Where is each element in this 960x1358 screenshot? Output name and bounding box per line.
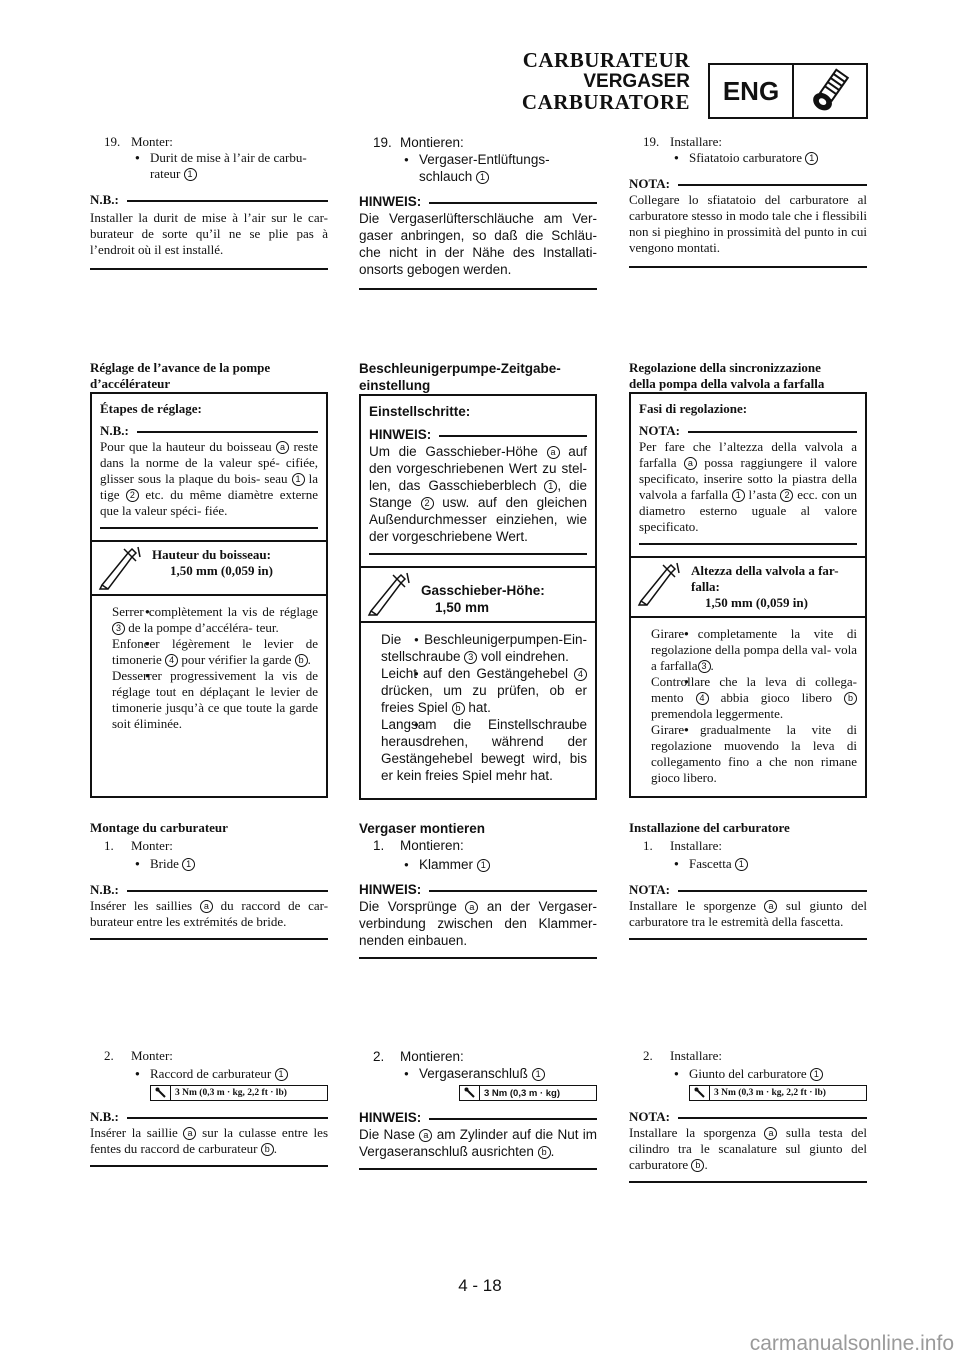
specification-tool-icon [631,558,687,616]
de-step-2: 2. Montieren: ● Vergaseranschluß 1 3 Nm (0,3 m · kg) HINWEIS: Die Nase a am Zylinder auf die Nut im Vergaseranschluß ausrichten b . [359,1048,597,1170]
it-mount-section: Installazione del carburatore 1. Installare: ● Fascetta 1 NOTA: Installare le sporgenze a sul giunto del carburatore tra le estremità della fascetta. [629,820,867,940]
specification-tool-icon [361,568,417,621]
de-step-19: 19. Montieren: ● Vergaser-Entlüftungs- schlauch 1 HINWEIS: Die Vergaserlüfterschläuche am Ver- gaser anbringen, so daß die Schläu- che nicht in der Nähe des Installati- onsorts gebogen werden. [359,134,597,290]
fr-bullet-1: ● Serrer complètement la vis de réglage 3 de la pompe d’accéléra- teur. [100,604,318,636]
wrench-tool-icon [794,65,866,117]
fr-nb-header: N.B.: [90,192,328,208]
it-procedure-box: Fasi di regolazione: NOTA: Per fare che l’altezza della valvola a farfalla a possa raggiungere il valore specificato, inserire sotto la piastra della valvola a farfalla 1 l’asta 2 ecc. con un diametro esterno uguale al valore specificato. Altezza della valvola a far- falla: 1,50 mm (0,059 in) ● Girare completamente la vite di regolazione della pompa della val- vola a farfalla 3 . ● Controllare che la leva di collega- mento 4 abbia gioco libero b premendola leggermente. ● Girare gradualmente la vite di regolazione muovendo la leva di collegamento fino a che non rimane gioco libero. [629,392,867,798]
it-spec-block: Altezza della valvola a far- falla: 1,50 mm (0,059 in) [631,556,865,618]
torque-wrench-icon [690,1086,710,1100]
de-spec-block: Gasschieber-Höhe: 1,50 mm [361,566,595,623]
title-italian: CARBURATORE [521,90,690,114]
fr-bullet-2: ● Enfoncer légèrement le levier de timonerie 4 pour vérifier la garde b . [100,636,318,668]
torque-wrench-icon [151,1086,171,1100]
it-step-19: 19. Installare: ● Sfiatatoio carburatore 1 NOTA: Collegare lo sfiatatoio del carburatore al carburatore stesso in modo tale che i flessibili non si pieghino in prossimità del punto in cui vengono montati. [629,134,867,268]
de-pump-section: Beschleunigerpumpe-Zeitgabe- einstellung Einstellschritte: HINWEIS: Um die Gasschieber-Höhe a auf den vorgeschriebenen Wert zu stel- len, das Gasschieberblech 1 , die Stange 2 usw. auf den gleichen Außendurchmesser einziehen, wie der vorgeschriebene Wert. Gasschieber-Höhe: 1,50 mm ● Die Beschleunigerpumpen-Ein- stellschraube 3 voll eindrehen. ● Leicht auf den Gestängehebel 4 drücken, um zu prüfen, ob er freies Spiel b hat. ● Langsam die Einstellschraube herausdrehen, während der Gestängehebel bewegt wird, bis er kein freies Spiel mehr hat. [359,360,597,800]
title-german: VERGASER [583,71,690,92]
fr-torque-spec: 3 Nm (0,3 m · kg, 2,2 ft · lb) [150,1085,328,1101]
it-step-2: 2. Installare: ● Giunto del carburatore 1 3 Nm (0,3 m · kg, 2,2 ft · lb) NOTA: Installare la sporgenza a sulla testa del cilindro tra le scanalature sul giunto del carburatore b . [629,1048,867,1183]
fr-procedure-box: Étapes de réglage: N.B.: Pour que la hauteur du boisseau a reste dans la norme de la valeur spé- cifiée, glisser sous la plaque du bois- seau 1 la tige 2 etc. du même diamètre externe que la valeur spéci- fiée. Hauteur du boisseau: 1,50 mm (0,059 in) ● Serrer complètement la vis de réglage 3 de la pompe d’accéléra- teur. ● Enfoncer légèrement le levier de timonerie 4 pour vérifier la garde b . ● Desserrer progressivement la vis de réglage tout en déplaçant le levier de timonerie jusqu’à ce que toute la garde soit éliminée. [90,392,328,798]
fr-mount-section: Montage du carburateur 1. Monter: ● Bride 1 N.B.: Insérer les saillies a du raccord de car- burateur entre les extrémités de bride. [90,820,328,940]
section-badge [708,63,868,119]
torque-wrench-icon [460,1086,480,1100]
fr-step-19-item: ● Durit de mise à l’air de carbu- [90,150,328,166]
fr-pump-section: Réglage de l’avance de la pompe d’accélérateur Étapes de réglage: N.B.: Pour que la hauteur du boisseau a reste dans la norme de la valeur spé- cifiée, glisser sous la plaque du bois- seau 1 la tige 2 etc. du même diamètre externe que la valeur spéci- fiée. Hauteur du boisseau: 1,50 mm (0,059 in) ● Serrer complètement la vis de réglage 3 de la pompe d’accéléra- teur. ● Enfoncer légèrement le levier de timonerie 4 pour vérifier la garde b . ● Desserrer progressivement la vis de réglage tout en déplaçant le levier de timonerie jusqu’à ce que toute la garde soit éliminée. [90,360,328,798]
de-procedure-box: Einstellschritte: HINWEIS: Um die Gasschieber-Höhe a auf den vorgeschriebenen Wert zu stel- len, das Gasschieberblech 1 , die Stange 2 usw. auf den gleichen Außendurchmesser einziehen, wie der vorgeschriebene Wert. Gasschieber-Höhe: 1,50 mm ● Die Beschleunigerpumpen-Ein- stellschraube 3 voll eindrehen. ● Leicht auf den Gestängehebel 4 drücken, um zu prüfen, ob er freies Spiel b hat. ● Langsam die Einstellschraube herausdrehen, während der Gestängehebel bewegt wird, bis er kein freies Spiel mehr hat. [359,394,597,800]
de-mount-section: Vergaser montieren 1. Montieren: ● Klammer 1 HINWEIS: Die Vorsprünge a an der Vergaser- verbindung zwischen den Klammer- nenden einbauen. [359,820,597,959]
watermark: carmanualsonline.info [749,1332,954,1355]
section-code: ENG [710,65,794,117]
page-number: 4 - 18 [458,1276,502,1295]
specification-tool-icon [92,542,148,594]
title-french: CARBURATEUR [522,48,690,72]
de-torque-spec: 3 Nm (0,3 m · kg) [459,1085,597,1101]
fr-step-19-note: Installer la durit de mise à l’air sur le car- burateur de sorte qu’il ne se plie pas à l’endroit où il est installé. [90,210,328,257]
fr-bullet-3: ● Desserrer progressivement la vis de réglage tout en déplaçant le levier de timonerie jusqu’à ce que toute la garde soit éliminée. [100,668,318,732]
fr-step-19: 19. Monter: ● Durit de mise à l’air de carbu- rateur 1 N.B.: Installer la durit de mise à l’air sur le car- burateur de sorte qu’il ne se plie pas à l’endroit où il est installé. [90,134,328,270]
it-torque-spec: 3 Nm (0,3 m · kg, 2,2 ft · lb) [689,1085,867,1101]
it-pump-section: Regolazione della sincronizzazione della pompa della valvola a farfalla Fasi di regolazione: NOTA: Per fare che l’altezza della valvola a farfalla a possa raggiungere il valore specificato, inserire sotto la piastra della valvola a farfalla 1 l’asta 2 ecc. con un diametro esterno uguale al valore specificato. Altezza della valvola a far- falla: 1,50 mm (0,059 in) ● Girare completamente la vite di regolazione della pompa della val- vola a farfalla 3 . ● Controllare che la leva di collega- mento 4 abbia gioco libero b premendola leggermente. ● Girare gradualmente la vite di regolazione muovendo la leva di collegamento fino a che non rimane gioco libero. [629,360,867,798]
fr-spec-block: Hauteur du boisseau: 1,50 mm (0,059 in) [92,540,326,596]
fr-step-2: 2. Monter: ● Raccord de carburateur 1 3 Nm (0,3 m · kg, 2,2 ft · lb) N.B.: Insérer la saillie a sur la culasse entre les fentes du raccord de carburateur b . [90,1048,328,1167]
header-titles [522,50,690,113]
